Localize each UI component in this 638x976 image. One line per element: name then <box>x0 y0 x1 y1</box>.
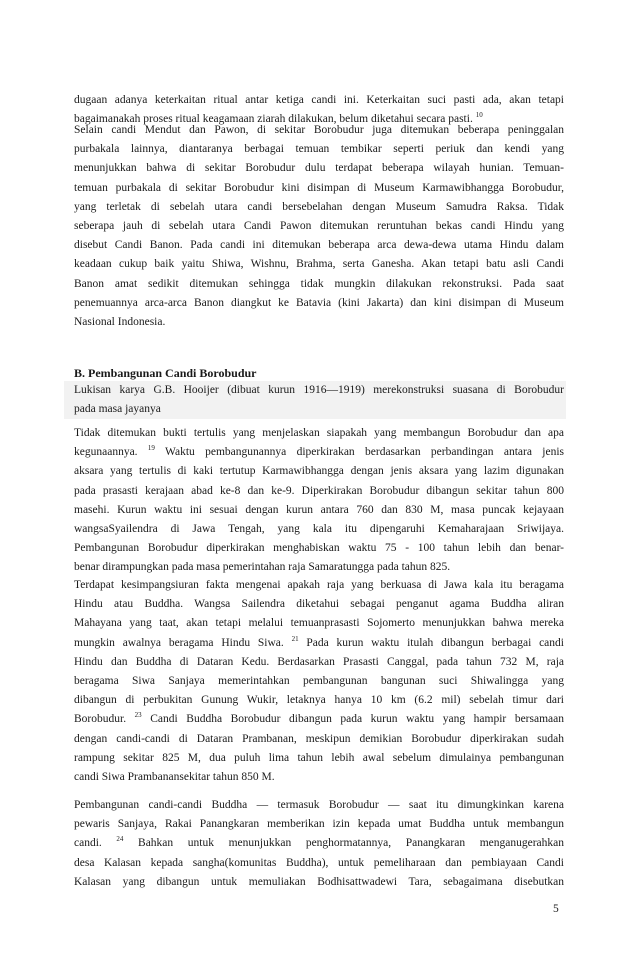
text-line: dengan candi-candi di Dataran Prambanan, meskipun demikian Borobudur diperkirakan sudah <box>74 732 564 745</box>
paragraph-2 <box>74 121 564 332</box>
text-line: penemuannya arca-arca Banon diangkut ke Batavia (kini Jakarta) dan kini disimpan di Museum <box>74 296 564 309</box>
text-line: Selain candi Mendut dan Pawon, di sekitar Borobudur juga ditemukan beberapa peninggalan <box>74 124 564 136</box>
text-line: keadaan cukup baik yaitu Shiwa, Wishnu, Brahma, serta Ganesha. Akan tetapi batu asli Candi <box>74 258 564 271</box>
text-line: desa Kalasan kepada sangha(komunitas Buddha), untuk pemeliharaan dan pembiayaan Candi <box>74 856 564 869</box>
footnote-ref: 21 <box>291 634 299 643</box>
footnote-ref: 10 <box>475 111 483 120</box>
text-line: temuan purbakala di sekitar Borobudur kini disimpan di Museum Karmawibhangga Borobudur, <box>74 181 564 194</box>
text-line: bagaimanakah proses ritual keagamaan ziarah dilakukan, belum diketahui secara pasti. $^{10}$ <box>74 111 483 126</box>
text-line: mungkin awalnya beragama Hindu Siwa. $^{21}$ Pada kurun waktu itulah dibangun berbagai candi <box>74 634 564 649</box>
caption-line: Lukisan karya G.B. Hooijer (dibuat kurun 1916—1919) merekonstruksi suasana di Borobudur <box>74 384 564 396</box>
text-line: Hindu dan Buddha di Dataran Kedu. Berdasarkan Prasasti Canggal, pada tahun 732 M, raja <box>74 655 564 668</box>
text-line: pewaris Sanjaya, Rakai Panangkaran memberikan izin kepada umat Buddha untuk membangun <box>74 818 564 831</box>
text-line: Pembangunan candi-candi Buddha — termasuk Borobudur — saat itu dimungkinkan karena <box>74 799 564 811</box>
footnote-ref: 24 <box>116 835 124 844</box>
text-line: Hindu atau Buddha. Wangsa Sailendra diketahui sebagai penganut agama Buddha aliran <box>74 598 564 611</box>
text-line: dibangun di perbukitan Gunung Wukir, letaknya hanya 10 km (6.2 mil) sebelah timur dari <box>74 694 564 707</box>
section-heading: B. Pembangunan Candi Borobudur <box>74 366 257 380</box>
page-number: 5 <box>553 903 559 915</box>
text-line: aksara yang tertulis di kaki tertutup Karmawibhangga dengan jenis aksara yang lazim digunakan <box>74 465 564 478</box>
text-line: seberapa jauh di sebelah utara Candi Pawon ditemukan reruntuhan bekas candi Hindu yang <box>74 219 564 232</box>
text-line: Banon amat sedikit ditemukan sehingga tidak mungkin dilakukan rekonstruksi. Pada saat <box>74 277 564 290</box>
image-caption <box>64 381 566 419</box>
text-line: candi. $^{24}$ Bahkan untuk menunjukkan penghormatannya, Panangkaran menganugerahkan <box>74 835 565 850</box>
text-line: Borobudur. $^{23}$ Candi Buddha Borobudur dibangun pada kurun waktu yang hampir bersamaan <box>74 711 564 726</box>
paragraph-4 <box>74 576 564 787</box>
footnote-ref: 23 <box>134 711 142 720</box>
text-line: wangsaSyailendra di Jawa Tengah, yang kala itu dipengaruhi Kemaharajaan Sriwijaya. <box>74 522 564 535</box>
text-line: Nasional Indonesia. <box>74 315 166 328</box>
paragraph-3 <box>74 424 564 578</box>
text-line: rampung sekitar 825 M, dua puluh lima tahun lebih awal sebelum dimulainya pembangunan <box>74 751 564 764</box>
text-line: benar dirampungkan pada masa pemerintahan raja Samaratungga pada tahun 825. <box>74 561 451 574</box>
text-line: yang terletak di sebelah utara candi bersebelahan dengan Museum Samudra Raksa. Tidak <box>74 200 564 213</box>
text-line: Tidak ditemukan bukti tertulis yang menjelaskan siapakah yang membangun Borobudur dan apa <box>74 427 564 439</box>
text-line: beragama Siwa Sanjaya memerintahkan pembangunan bangunan suci Shiwalingga yang <box>74 674 564 687</box>
text-line: Kalasan yang dibangun untuk memuliakan Bodhisattwadewi Tara, sebagaimana disebutkan <box>74 875 564 888</box>
text-line: masehi. Kurun waktu ini sesuai dengan kurun antara 760 dan 830 M, masa puncak kejayaan <box>74 503 564 516</box>
text-line: dugaan adanya keterkaitan ritual antar ketiga candi ini. Keterkaitan suci pasti ada, akan tetapi <box>74 94 564 106</box>
text-line: Mahayana yang taat, akan tetapi melalui temuanprasasti Sojomerto menunjukkan bahwa mereka <box>74 617 564 630</box>
text-line: pada prasasti kerajaan abad ke-8 dan ke-9. Diperkirakan Borobudur dibangun sekitar tahun 800 <box>74 484 564 497</box>
text-line: menunjukkan bahwa di sekitar Borobudur dulu terdapat beberapa wilayah hunian. Temuan- <box>74 162 564 175</box>
text-line: disebut Candi Banon. Pada candi ini ditemukan beberapa arca dewa-dewa utama Hindu dalam <box>74 239 564 252</box>
text-line: Terdapat kesimpangsiuran fakta mengenai apakah raja yang berkuasa di Jawa kala itu beragama <box>74 579 564 591</box>
footnote-ref: 19 <box>147 444 155 453</box>
paragraph-5 <box>74 796 564 892</box>
text-line: kegunaannya. $^{19}$ Waktu pembangunannya diperkirakan berdasarkan perbandingan antara jenis <box>74 444 564 459</box>
text-line: purbakala lainnya, diantaranya berbagai temuan tembikar seperti periuk dan kendi yang <box>74 143 564 156</box>
caption-line: pada masa jayanya <box>74 403 161 415</box>
text-line: candi Siwa Prambanansekitar tahun 850 M. <box>74 770 275 783</box>
text-line: Pembangunan Borobudur diperkirakan menghabiskan waktu 75 - 100 tahun lebih dan benar- <box>74 542 564 555</box>
